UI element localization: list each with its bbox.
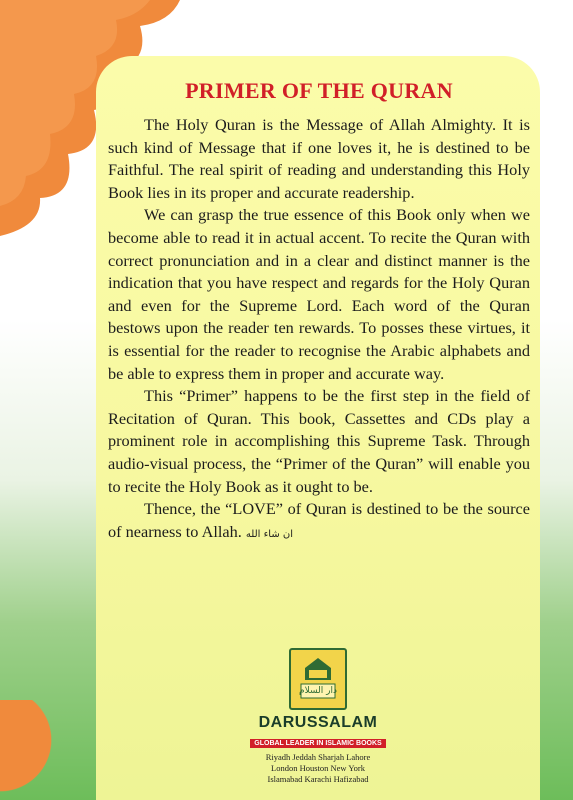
closing-arabic-text: ان شاء الله (245, 528, 294, 540)
publisher-tagline: GLOBAL LEADER IN ISLAMIC BOOKS (250, 739, 385, 748)
publisher-block (96, 714, 540, 785)
paragraph-2: We can grasp the true essence of this Book only when we become able to read it in actual accent. To recite the Quran with correct pronunciation and in a clear and distinct manner is the indication that you have respect and regards for the Holy Quran and even for the Supreme Lord. Each word of the Quran bestows upon the reader ten rewards. To posses these virtues, it is essential for the reader to recognise the Arabic alphabets and be able to express them in proper and accurate way. (108, 205, 530, 383)
logo-arabic-text: دار السلام (299, 686, 337, 696)
publisher-cities (96, 752, 540, 785)
darussalam-logo-icon (289, 648, 347, 710)
paragraph-1: The Holy Quran is the Message of Allah Almighty. It is such kind of Message that if one loves it, he is destined to be Faithful. The real spirit of reading and understanding this Holy Book lies in its proper and accurate readership. (108, 115, 530, 202)
logo-emblem-graphic (291, 650, 345, 708)
content-card (96, 56, 540, 800)
publisher-name: DARUSSALAM (258, 714, 378, 731)
paragraph-4-text: Thence, the “LOVE” of Quran is destined to be the source of nearness to Allah. (108, 499, 530, 541)
paragraph-4 (108, 498, 530, 546)
cities-line-3: Islamabad Karachi Hafizabad (267, 774, 369, 784)
publisher-logo-wrap (96, 648, 540, 713)
paragraph-3: This “Primer” happens to be the first step in the field of Recitation of Quran. This book, Cassettes and CDs play a prominent role in accomplishing this Supreme Task. Through audio-visual process, the “Primer of the Quran” will enable you to recite the Holy Book as it ought to be. (108, 386, 530, 496)
page-title: PRIMER OF THE QURAN (185, 78, 453, 103)
cities-line-1: Riyadh Jeddah Sharjah Lahore (265, 752, 371, 762)
orange-corner-decoration (0, 700, 60, 800)
cities-line-2: London Houston New York (271, 763, 365, 773)
